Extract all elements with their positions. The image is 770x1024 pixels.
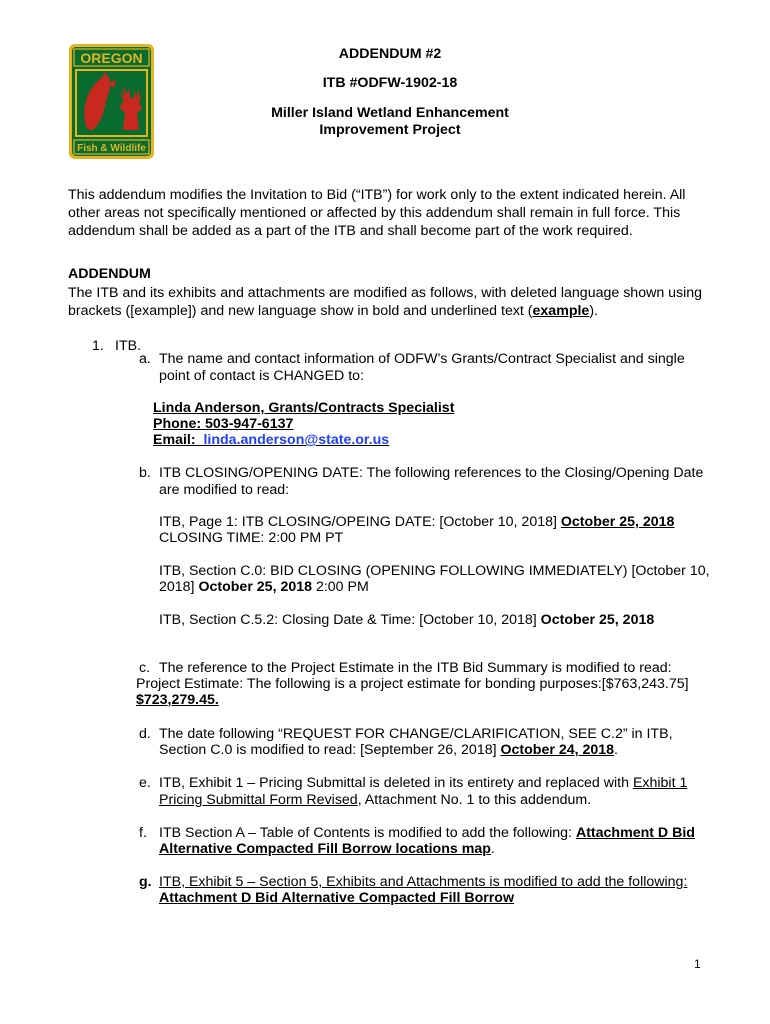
example-text: example [532,303,590,319]
item-f-letter: f. [139,825,147,841]
contact-name: Linda Anderson, Grants/Contracts Specialist [153,400,455,416]
document-header [240,46,540,139]
addendum-heading: ADDENDUM [68,266,151,282]
logo-bottom-text: Fish & Wildlife [77,143,146,154]
item-e-line1: ITB, Exhibit 1 – Pricing Submittal is deleted in its entirety and replaced with Exhibit 1 [159,775,688,791]
item-a-letter: a. [139,351,151,367]
item-g-line2: Attachment D Bid Alternative Compacted Fill Borrow [159,890,514,906]
item-e-letter: e. [139,775,151,791]
contact-email-row: Email: linda.anderson@state.or.us [153,432,390,448]
project-title-line2: Improvement Project [319,122,461,138]
logo-top-text: OREGON [80,50,143,66]
contact-email-link[interactable]: linda.anderson@state.or.us [203,432,390,448]
item-c-line1: The reference to the Project Estimate in the ITB Bid Summary is modified to read: [159,660,672,676]
item-f-line2: Alternative Compacted Fill Borrow locations map. [159,841,495,857]
addendum-title: ADDENDUM #2 [338,46,442,62]
item-1-label: ITB. [115,338,142,354]
odfw-logo [69,44,154,159]
ref1-line2: CLOSING TIME: 2:00 PM PT [159,530,344,546]
item-a-line2: point of contact is CHANGED to: [159,368,365,384]
item-b-line1: ITB CLOSING/OPENING DATE: The following references to the Closing/Opening Date [159,465,704,481]
page-number: 1 [694,957,701,971]
item-g-line1: ITB, Exhibit 5 – Section 5, Exhibits and Attachments is modified to add the following: [159,874,688,890]
ref1-line1: ITB, Page 1: ITB CLOSING/OPEING DATE: [October 10, 2018] October 25, 2018 [159,514,675,530]
contact-phone: Phone: 503-947-6137 [153,416,294,432]
addendum-intro: The ITB and its exhibits and attachments are modified as follows, with deleted language shown using brackets ([example]) and new language show in bold and underlined text (example). [68,285,703,319]
item-d-line1: The date following “REQUEST FOR CHANGE/CLARIFICATION, SEE C.2” in ITB, [159,726,673,742]
ref2-line2: 2018] October 25, 2018 2:00 PM [159,579,369,595]
item-b-letter: b. [139,465,151,481]
item-1-number: 1. [92,338,104,354]
item-a-line1: The name and contact information of ODFW’s Grants/Contract Specialist and single [159,351,685,367]
ref2-line1: ITB, Section C.0: BID CLOSING (OPENING FOLLOWING IMMEDIATELY) [October 10, [159,563,710,579]
item-c-line2: Project Estimate: The following is a project estimate for bonding purposes:[$763,243.75] [136,676,689,692]
item-e-line2: Pricing Submittal Form Revised, Attachment No. 1 to this addendum. [159,792,592,808]
intro-paragraph: This addendum modifies the Invitation to Bid (“ITB”) for work only to the extent indicated herein. All other areas not specifically mentioned or affected by this addendum shall remain in full force. This addendum shall be added as a part of the ITB and shall become part of the work required. [68,187,686,239]
item-g-letter: g. [139,874,152,890]
item-c-new-value: $723,279.45. [136,692,219,708]
item-b-line2: are modified to read: [159,482,290,498]
item-d-line2: Section C.0 is modified to read: [September 26, 2018] October 24, 2018. [159,742,618,758]
item-c-letter: c. [139,660,151,676]
item-f-line1: ITB Section A – Table of Contents is modified to add the following: Attachment D Bid [159,825,695,841]
item-d-letter: d. [139,726,151,742]
project-title-line1: Miller Island Wetland Enhancement [271,105,509,121]
ref3: ITB, Section C.5.2: Closing Date & Time: [October 10, 2018] October 25, 2018 [159,612,655,628]
itb-number: ITB #ODFW-1902-18 [322,75,458,91]
